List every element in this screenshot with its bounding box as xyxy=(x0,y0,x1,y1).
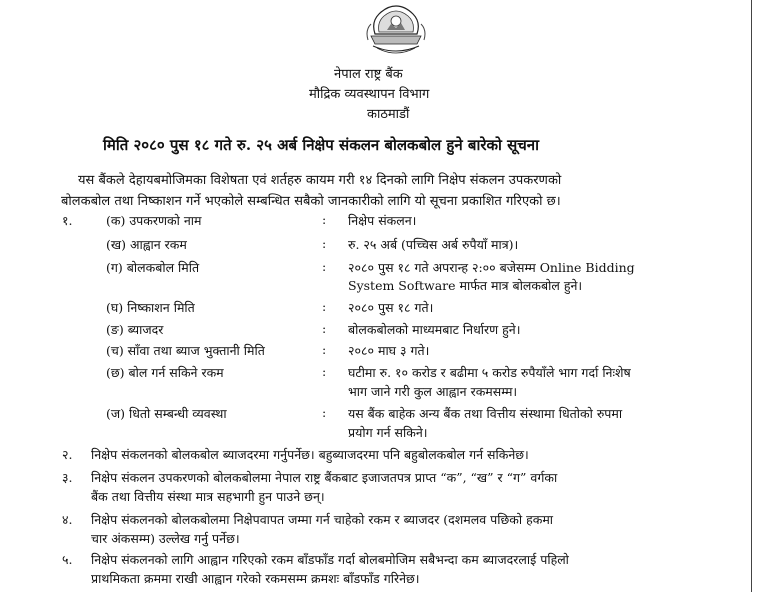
point-text: बैंक तथा वित्तीय संस्था मात्र सहभागी हुन पाउने छन्। xyxy=(91,489,325,504)
detail-value: रु. २५ अर्ब (पच्चिस अर्ब रुपैयाँ मात्र)। xyxy=(348,237,519,252)
department-name: मौद्रिक व्यवस्थापन विभाग xyxy=(309,87,430,102)
detail-label: (छ) बोल गर्न सकिने रकम xyxy=(106,365,224,380)
point-text: प्राथमिकता क्रममा राखी आह्वान गरेको रकमसम्म क्रमशः बाँडफाँड गरिनेछ। xyxy=(91,571,420,586)
detail-colon: : xyxy=(322,364,327,379)
detail-label: (घ) निष्काशन मिति xyxy=(106,300,195,315)
detail-value: २०८० पुस १८ गते अपरान्ह २:०० बजेसम्म Online Bidding xyxy=(348,260,635,275)
detail-colon: : xyxy=(322,236,327,251)
detail-colon: : xyxy=(322,299,327,314)
detail-value: System Software मार्फत मात्र बोलकबोल हुने। xyxy=(348,278,583,293)
detail-label: (ख) आह्वान रकम xyxy=(106,237,187,252)
detail-label: (च) साँवा तथा ब्याज भुक्तानी मिति xyxy=(106,343,265,358)
detail-colon: : xyxy=(322,342,327,357)
detail-label: (क) उपकरणको नाम xyxy=(106,213,202,228)
bank-name: नेपाल राष्ट्र बैंक xyxy=(334,67,403,82)
detail-colon: : xyxy=(322,259,327,274)
detail-value: २०८० माघ ३ गते। xyxy=(348,343,430,358)
detail-label: (ङ) ब्याजदर xyxy=(106,322,164,337)
detail-value: निक्षेप संकलन। xyxy=(348,213,417,228)
intro-line-1: यस बैंकले देहायबमोजिमका विशेषता एवं शर्तहरु कायम गरी १४ दिनको लागि निक्षेप संकलन उपकरणको xyxy=(78,173,562,188)
point-text: चार अंकसम्म) उल्लेख गर्नु पर्नेछ। xyxy=(91,531,240,546)
detail-label: (ग) बोलकबोल मिति xyxy=(106,260,200,275)
point-number: ५. xyxy=(62,552,73,567)
detail-value: २०८० पुस १८ गते। xyxy=(348,300,434,315)
point-text: निक्षेप संकलन उपकरणको बोलकबोलमा नेपाल राष्ट्र बैंकबाट इजाजतपत्र प्राप्त “क”, “ख” र “ग” वर्गका xyxy=(91,470,558,485)
detail-value: भाग जाने गरी कुल आह्वान रकमसम्म। xyxy=(348,384,518,399)
detail-colon: : xyxy=(322,321,327,336)
notice-title: मिति २०८० पुस १८ गते रु. २५ अर्ब निक्षेप संकलन बोलकबोल हुने बारेको सूचना xyxy=(103,136,540,154)
item-number: १. xyxy=(62,213,73,228)
detail-value: बोलकबोलको माध्यमबाट निर्धारण हुने। xyxy=(348,322,521,337)
detail-colon: : xyxy=(322,405,327,420)
page-border xyxy=(751,0,752,592)
detail-value: घटीमा रु. १० करोड र बढीमा ५ करोड रुपैयाँले भाग गर्दा निःशेष xyxy=(348,365,631,380)
point-text: निक्षेप संकलनको बोलकबोल ब्याजदरमा गर्नुपर्नेछ। बहुब्याजदरमा पनि बहुबोलकबोल गर्न सकिनेछ। xyxy=(91,447,529,462)
detail-value: प्रयोग गर्न सकिने। xyxy=(348,425,428,440)
detail-value: यस बैंक बाहेक अन्य बैंक तथा वित्तीय संस्थामा धितोको रुपमा xyxy=(348,406,623,421)
city-name: काठमाडौं xyxy=(367,107,410,122)
nrb-emblem-icon xyxy=(365,4,427,60)
intro-line-2: बोलकबोल तथा निष्काशन गर्ने भएकोले सम्बन्धित सबैको जानकारीको लागि यो सूचना प्रकाशित गरिएको छ। xyxy=(61,194,561,209)
point-text: निक्षेप संकलनको बोलकबोलमा निक्षेपवापत जम्मा गर्न चाहेको रकम र ब्याजदर (दशमलव पछिको हकमा xyxy=(91,512,554,527)
detail-label: (ज) धितो सम्बन्धी व्यवस्था xyxy=(106,406,227,421)
detail-colon: : xyxy=(322,212,327,227)
point-text: निक्षेप संकलनको लागि आह्वान गरिएको रकम बाँडफाँड गर्दा बोलबमोजिम सबैभन्दा कम ब्याजदरलाई पहिलो xyxy=(91,552,569,567)
point-number: ३. xyxy=(62,470,73,485)
point-number: २. xyxy=(62,447,73,462)
point-number: ४. xyxy=(62,512,73,527)
